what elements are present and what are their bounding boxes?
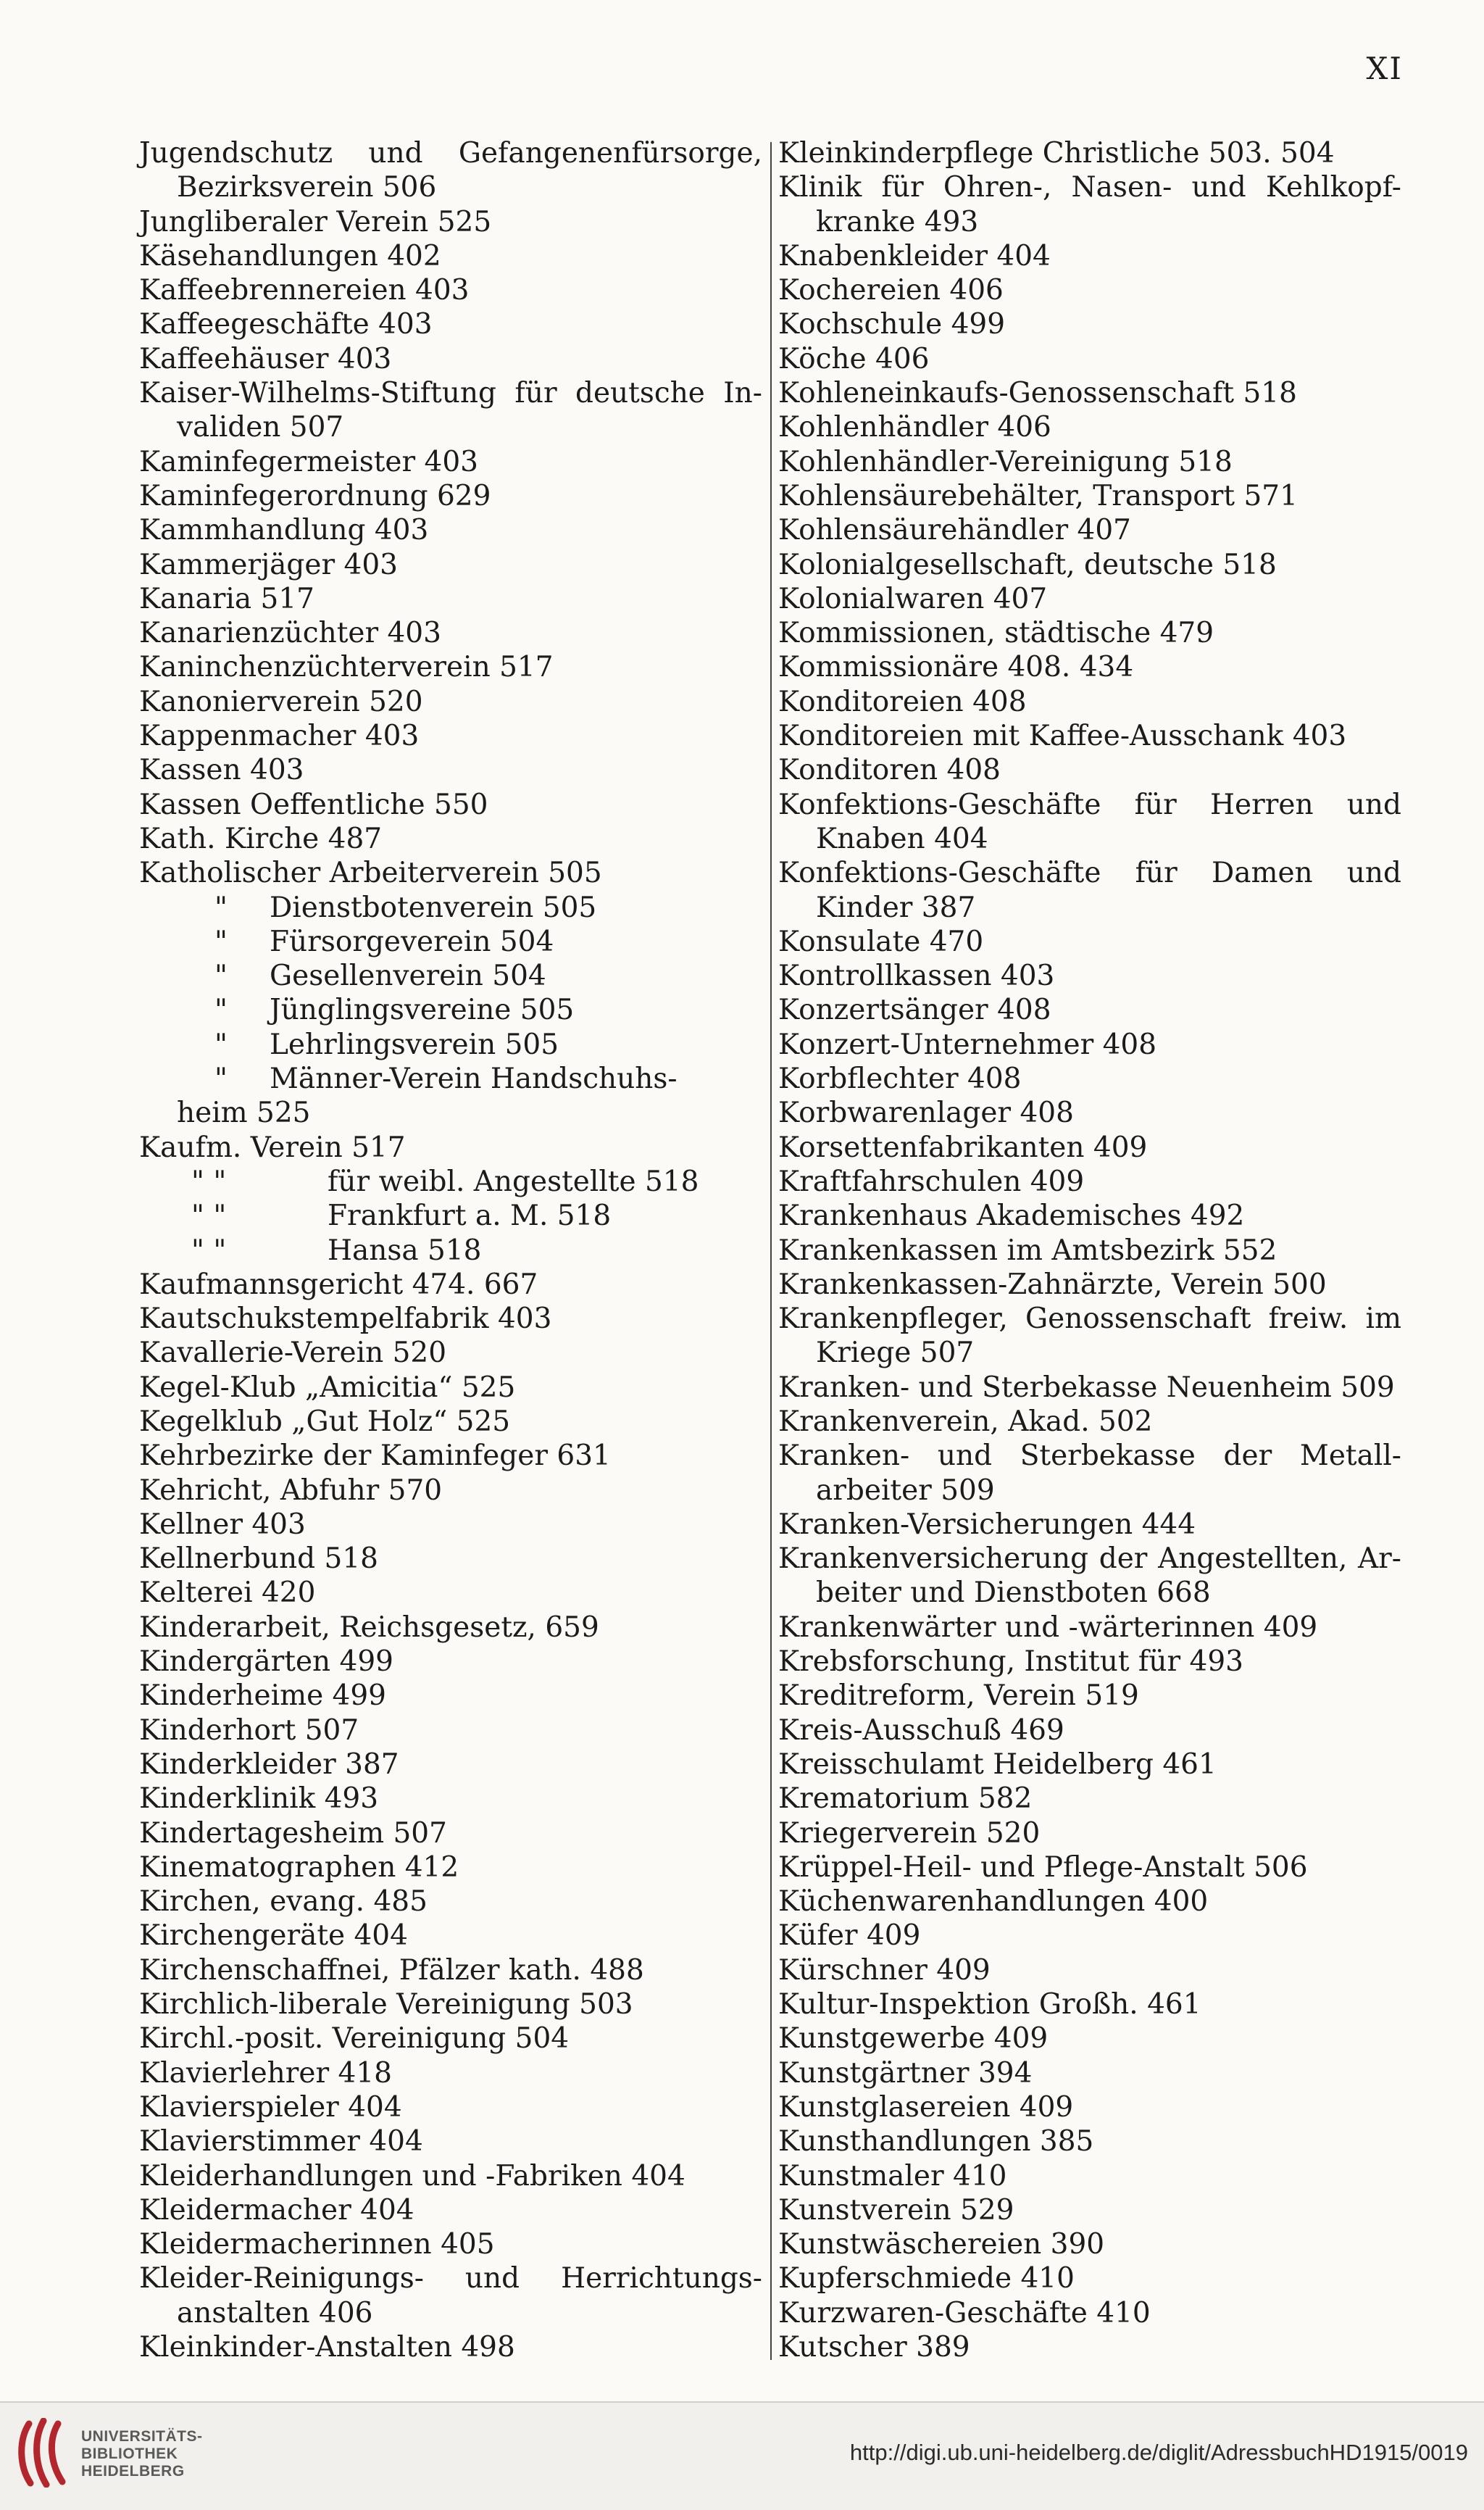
index-entry: Krüppel-Heil- und Pflege-Anstalt 506 (778, 1850, 1308, 1884)
index-entry: Kunsthandlungen 385 (778, 2125, 1094, 2158)
index-entry: Kaminfegermeister 403 (139, 445, 478, 478)
index-entry: Korsettenfabrikanten 409 (778, 1131, 1148, 1164)
column-divider (770, 142, 772, 2360)
entry-word: Kranken- (778, 1439, 910, 1473)
index-entry: Küfer 409 (778, 1919, 921, 1953)
index-entry: Kavallerie-Verein 520 (139, 1337, 447, 1370)
index-entry: Krebsforschung, Institut für 493 (778, 1645, 1243, 1679)
index-entry: Kirchengeräte 404 (139, 1919, 408, 1953)
entry-word: Herren (1210, 788, 1314, 821)
index-entry: Bezirksverein 506 (177, 171, 437, 204)
index-entry: Kultur-Inspektion Großh. 461 (778, 1988, 1201, 2021)
index-entry: Kegel-Klub „Amicitia“ 525 (139, 1371, 516, 1404)
ditto-mark: " (214, 891, 228, 924)
index-entry: Konzertsänger 408 (778, 994, 1051, 1027)
university-library-logo-icon (14, 2418, 70, 2488)
entry-word: Herrichtungs- (561, 2262, 762, 2295)
index-entry: Korbwarenlager 408 (778, 1097, 1074, 1130)
index-entry: Krematorium 582 (778, 1782, 1033, 1816)
entry-text: Lehrlingsverein 505 (270, 1028, 559, 1061)
index-entry: Kontrollkassen 403 (778, 960, 1055, 993)
index-entry: Kutscher 389 (778, 2331, 970, 2364)
index-entry: Kommissionäre 408. 434 (778, 651, 1134, 684)
index-entry: Kunstgärtner 394 (778, 2056, 1033, 2090)
index-entry: Katholischer Arbeiterverein 505 (139, 857, 602, 890)
ditto-mark: " " (191, 1200, 227, 1233)
index-entry: Kriegerverein 520 (778, 1816, 1041, 1850)
index-entry: Konditoren 408 (778, 754, 1001, 787)
entry-text: Gesellenverein 504 (270, 960, 546, 993)
entry-word: Konfektions-Geschäfte (778, 857, 1101, 890)
index-entry: kranke 493 (816, 205, 979, 238)
logo-line: BIBLIOTHEK (81, 2445, 178, 2462)
index-entry (139, 891, 762, 925)
logo-line: UNIVERSITÄTS- (81, 2428, 203, 2445)
index-entry: Klavierlehrer 418 (139, 2056, 392, 2090)
index-entry: Kinder 387 (816, 891, 976, 924)
index-entry: Kammhandlung 403 (139, 514, 429, 547)
index-entry (778, 170, 1401, 204)
index-entry (139, 376, 762, 410)
index-entry: Kurzwaren-Geschäfte 410 (778, 2296, 1151, 2330)
index-entry: Kunstverein 529 (778, 2193, 1014, 2227)
index-entry: Kegelklub „Gut Holz“ 525 (139, 1405, 511, 1438)
index-entry: Jungliberaler Verein 525 (139, 205, 492, 238)
index-entry: validen 507 (177, 411, 344, 444)
index-entry: Kinematographen 412 (139, 1850, 459, 1884)
entry-word: Jugendschutz (139, 137, 333, 170)
entry-word: Krankenpfleger, (778, 1302, 1008, 1336)
index-entry: Kindertagesheim 507 (139, 1816, 447, 1850)
index-entry: Kochschule 499 (778, 308, 1006, 341)
entry-word: der (1223, 1439, 1272, 1473)
index-entry: Kaminfegerordnung 629 (139, 479, 491, 512)
index-entry: Kanonierverein 520 (139, 685, 423, 718)
entry-word: Kehlkopf- (1265, 171, 1401, 204)
index-entry: Kohlensäurebehälter, Transport 571 (778, 479, 1298, 512)
index-entry: Kleidermacher 404 (139, 2193, 414, 2227)
entry-word: für (1135, 857, 1177, 890)
entry-word: Metall- (1299, 1439, 1401, 1473)
index-entry (139, 1062, 762, 1096)
entry-word: Gefangenenfürsorge, (458, 137, 762, 170)
entry-word: und (464, 2262, 520, 2295)
entry-word: Genossenschaft (1025, 1302, 1251, 1336)
index-entry: Krankenhaus Akademisches 492 (778, 1200, 1245, 1233)
index-entry (139, 1199, 762, 1233)
index-entry: Kinderhort 507 (139, 1713, 359, 1747)
index-entry: Kinderarbeit, Reichsgesetz, 659 (139, 1611, 599, 1644)
index-entry: Kindergärten 499 (139, 1645, 393, 1679)
index-entry: Konditoreien mit Kaffee-Ausschank 403 (778, 720, 1347, 753)
entry-word: der (1099, 1542, 1148, 1576)
index-entry (139, 1234, 762, 1268)
index-entry: Kammerjäger 403 (139, 548, 398, 581)
index-entry: Kreisschulamt Heidelberg 461 (778, 1748, 1217, 1781)
ditto-mark: " (214, 1063, 228, 1096)
index-entry (139, 959, 762, 993)
entry-text: Dienstbotenverein 505 (270, 891, 597, 924)
ditto-mark: " " (191, 1234, 227, 1267)
index-entry (139, 993, 762, 1027)
index-column-right (778, 136, 1401, 2364)
index-entry: Korbflechter 408 (778, 1063, 1022, 1096)
index-entry: Kehrbezirke der Kaminfeger 631 (139, 1439, 611, 1473)
index-entry (139, 925, 762, 959)
entry-word: Ar- (1358, 1542, 1401, 1576)
index-entry: Kautschukstempelfabrik 403 (139, 1302, 552, 1336)
index-entry: Kraftfahrschulen 409 (778, 1165, 1085, 1198)
entry-word: Ohren-, (943, 171, 1052, 204)
index-entry: Kohleneinkaufs-Genossenschaft 518 (778, 377, 1297, 410)
ditto-mark: " (214, 960, 228, 993)
entry-word: Klinik (778, 171, 862, 204)
entry-word: In- (723, 377, 762, 410)
index-entry: Kohlensäurehändler 407 (778, 514, 1131, 547)
index-entry (139, 136, 762, 170)
index-entry: Köche 406 (778, 342, 930, 375)
entry-word: und (937, 1439, 993, 1473)
index-entry: Kaufmannsgericht 474. 667 (139, 1268, 538, 1301)
entry-word: Damen (1211, 857, 1313, 890)
index-entry: Kohlenhändler 406 (778, 411, 1051, 444)
index-entry: Kellnerbund 518 (139, 1542, 378, 1576)
index-entry (139, 1028, 762, 1062)
index-entry: Kaffeegeschäfte 403 (139, 308, 433, 341)
index-entry: Krankenverein, Akad. 502 (778, 1405, 1153, 1438)
index-entry (778, 788, 1401, 822)
entry-word: für (881, 171, 924, 204)
index-entry: Knaben 404 (816, 822, 988, 855)
index-entry: Kommissionen, städtische 479 (778, 617, 1214, 650)
ditto-mark: " (214, 994, 228, 1027)
index-entry: Kaffeebrennereien 403 (139, 274, 470, 307)
index-entry: Kanarienzüchter 403 (139, 617, 441, 650)
entry-word: Kleider-Reinigungs- (139, 2262, 424, 2295)
index-entry (778, 1542, 1401, 1576)
index-entry: Kriege 507 (816, 1337, 975, 1370)
index-entry: Kath. Kirche 487 (139, 822, 383, 855)
index-entry: Kranken- und Sterbekasse Neuenheim 509 (778, 1371, 1395, 1404)
entry-text: für weibl. Angestellte 518 (328, 1165, 699, 1198)
entry-word: und (1191, 171, 1246, 204)
index-entry: Kelterei 420 (139, 1576, 316, 1610)
entry-text: Jünglingsvereine 505 (270, 994, 575, 1027)
index-entry: Kaffeehäuser 403 (139, 342, 392, 375)
index-entry: Kleinkinder-Anstalten 498 (139, 2331, 515, 2364)
entry-word: und (368, 137, 423, 170)
entry-word: Kaiser-Wilhelms-Stiftung (139, 377, 497, 410)
index-entry: Krankenkassen-Zahnärzte, Verein 500 (778, 1268, 1327, 1301)
entry-word: und (1346, 788, 1401, 821)
index-entry: Kranken-Versicherungen 444 (778, 1508, 1196, 1541)
index-entry: arbeiter 509 (816, 1474, 995, 1507)
entry-word: für (514, 377, 557, 410)
index-entry: Knabenkleider 404 (778, 239, 1051, 273)
entry-word: Krankenversicherung (778, 1542, 1089, 1576)
entry-word: und (1346, 857, 1401, 890)
library-logo-text (81, 2428, 203, 2480)
index-entry: Krankenwärter und -wärterinnen 409 (778, 1611, 1318, 1644)
index-entry: anstalten 406 (177, 2296, 373, 2330)
index-entry: Krankenkassen im Amtsbezirk 552 (778, 1234, 1277, 1267)
entry-word: freiw. (1268, 1302, 1348, 1336)
index-entry: Kohlenhändler-Vereinigung 518 (778, 445, 1233, 478)
index-entry: Kaufm. Verein 517 (139, 1131, 406, 1164)
index-entry: Kolonialgesellschaft, deutsche 518 (778, 548, 1277, 581)
logo-line: HEIDELBERG (81, 2463, 185, 2480)
entry-text: Hansa 518 (328, 1234, 482, 1267)
index-entry: Klavierstimmer 404 (139, 2125, 423, 2158)
entry-text: Frankfurt a. M. 518 (328, 1200, 612, 1233)
index-entry: Kirchen, evang. 485 (139, 1885, 428, 1919)
index-entry: Kunstglasereien 409 (778, 2090, 1074, 2124)
entry-word: im (1365, 1302, 1401, 1336)
index-entry: Konsulate 470 (778, 925, 984, 958)
index-entry: Kleidermacherinnen 405 (139, 2228, 495, 2261)
index-entry: Kreis-Ausschuß 469 (778, 1713, 1064, 1747)
index-entry (139, 2261, 762, 2295)
index-entry: Kleiderhandlungen und -Fabriken 404 (139, 2159, 685, 2193)
index-column-left (139, 136, 762, 2364)
source-url-link[interactable]: http://digi.ub.uni-heidelberg.de/diglit/AdressbuchHD1915/0019 (849, 2440, 1468, 2465)
index-entry: Konditoreien 408 (778, 685, 1027, 718)
entry-word: Angestellten, (1158, 1542, 1348, 1576)
index-entry: Klavierspieler 404 (139, 2090, 402, 2124)
ditto-mark: " (214, 925, 228, 958)
index-entry (778, 1302, 1401, 1336)
entry-word: für (1134, 788, 1177, 821)
ditto-mark: " (214, 1028, 228, 1061)
entry-text: Männer-Verein Handschuhs- (270, 1063, 678, 1096)
index-entry: Kolonialwaren 407 (778, 582, 1048, 615)
index-entry (139, 1165, 762, 1199)
index-entry: Kappenmacher 403 (139, 720, 420, 753)
index-entry: Kehricht, Abfuhr 570 (139, 1474, 443, 1507)
index-entry: Kürschner 409 (778, 1953, 991, 1987)
index-entry: Kunstmaler 410 (778, 2159, 1007, 2193)
page-number: XI (1366, 51, 1403, 86)
index-entry: Kaninchenzüchterverein 517 (139, 651, 554, 684)
index-entry: Konzert-Unternehmer 408 (778, 1028, 1157, 1061)
index-entry: Kreditreform, Verein 519 (778, 1679, 1139, 1713)
index-entry: Kirchlich-liberale Vereinigung 503 (139, 1988, 633, 2021)
index-entry: Küchenwarenhandlungen 400 (778, 1885, 1209, 1919)
entry-word: Sterbekasse (1020, 1439, 1196, 1473)
entry-word: deutsche (575, 377, 705, 410)
index-entry: Kunstwäschereien 390 (778, 2228, 1105, 2261)
index-entry: heim 525 (177, 1097, 311, 1130)
index-entry: Kanaria 517 (139, 582, 314, 615)
index-entry: Kinderklinik 493 (139, 1782, 379, 1816)
index-entry: Kirchl.-posit. Vereinigung 504 (139, 2022, 570, 2056)
index-entry: Kellner 403 (139, 1508, 306, 1541)
index-entry: Kassen Oeffentliche 550 (139, 788, 488, 821)
index-entry: Kinderkleider 387 (139, 1748, 399, 1781)
index-entry: Käsehandlungen 402 (139, 239, 441, 273)
index-entry: beiter und Dienstboten 668 (816, 1576, 1211, 1610)
index-entry: Kirchenschaffnei, Pfälzer kath. 488 (139, 1953, 644, 1987)
index-entry: Kochereien 406 (778, 274, 1004, 307)
entry-word: Nasen- (1071, 171, 1172, 204)
entry-text: Fürsorgeverein 504 (270, 925, 554, 958)
index-entry: Kupferschmiede 410 (778, 2262, 1075, 2295)
index-entry: Kleinkinderpflege Christliche 503. 504 (778, 137, 1335, 170)
entry-word: Konfektions-Geschäfte (778, 788, 1101, 821)
index-entry: Kunstgewerbe 409 (778, 2022, 1049, 2056)
index-entry (778, 1439, 1401, 1473)
index-entry (778, 856, 1401, 890)
index-entry: Kassen 403 (139, 754, 304, 787)
index-entry: Kinderheime 499 (139, 1679, 386, 1713)
ditto-mark: " " (191, 1165, 227, 1198)
